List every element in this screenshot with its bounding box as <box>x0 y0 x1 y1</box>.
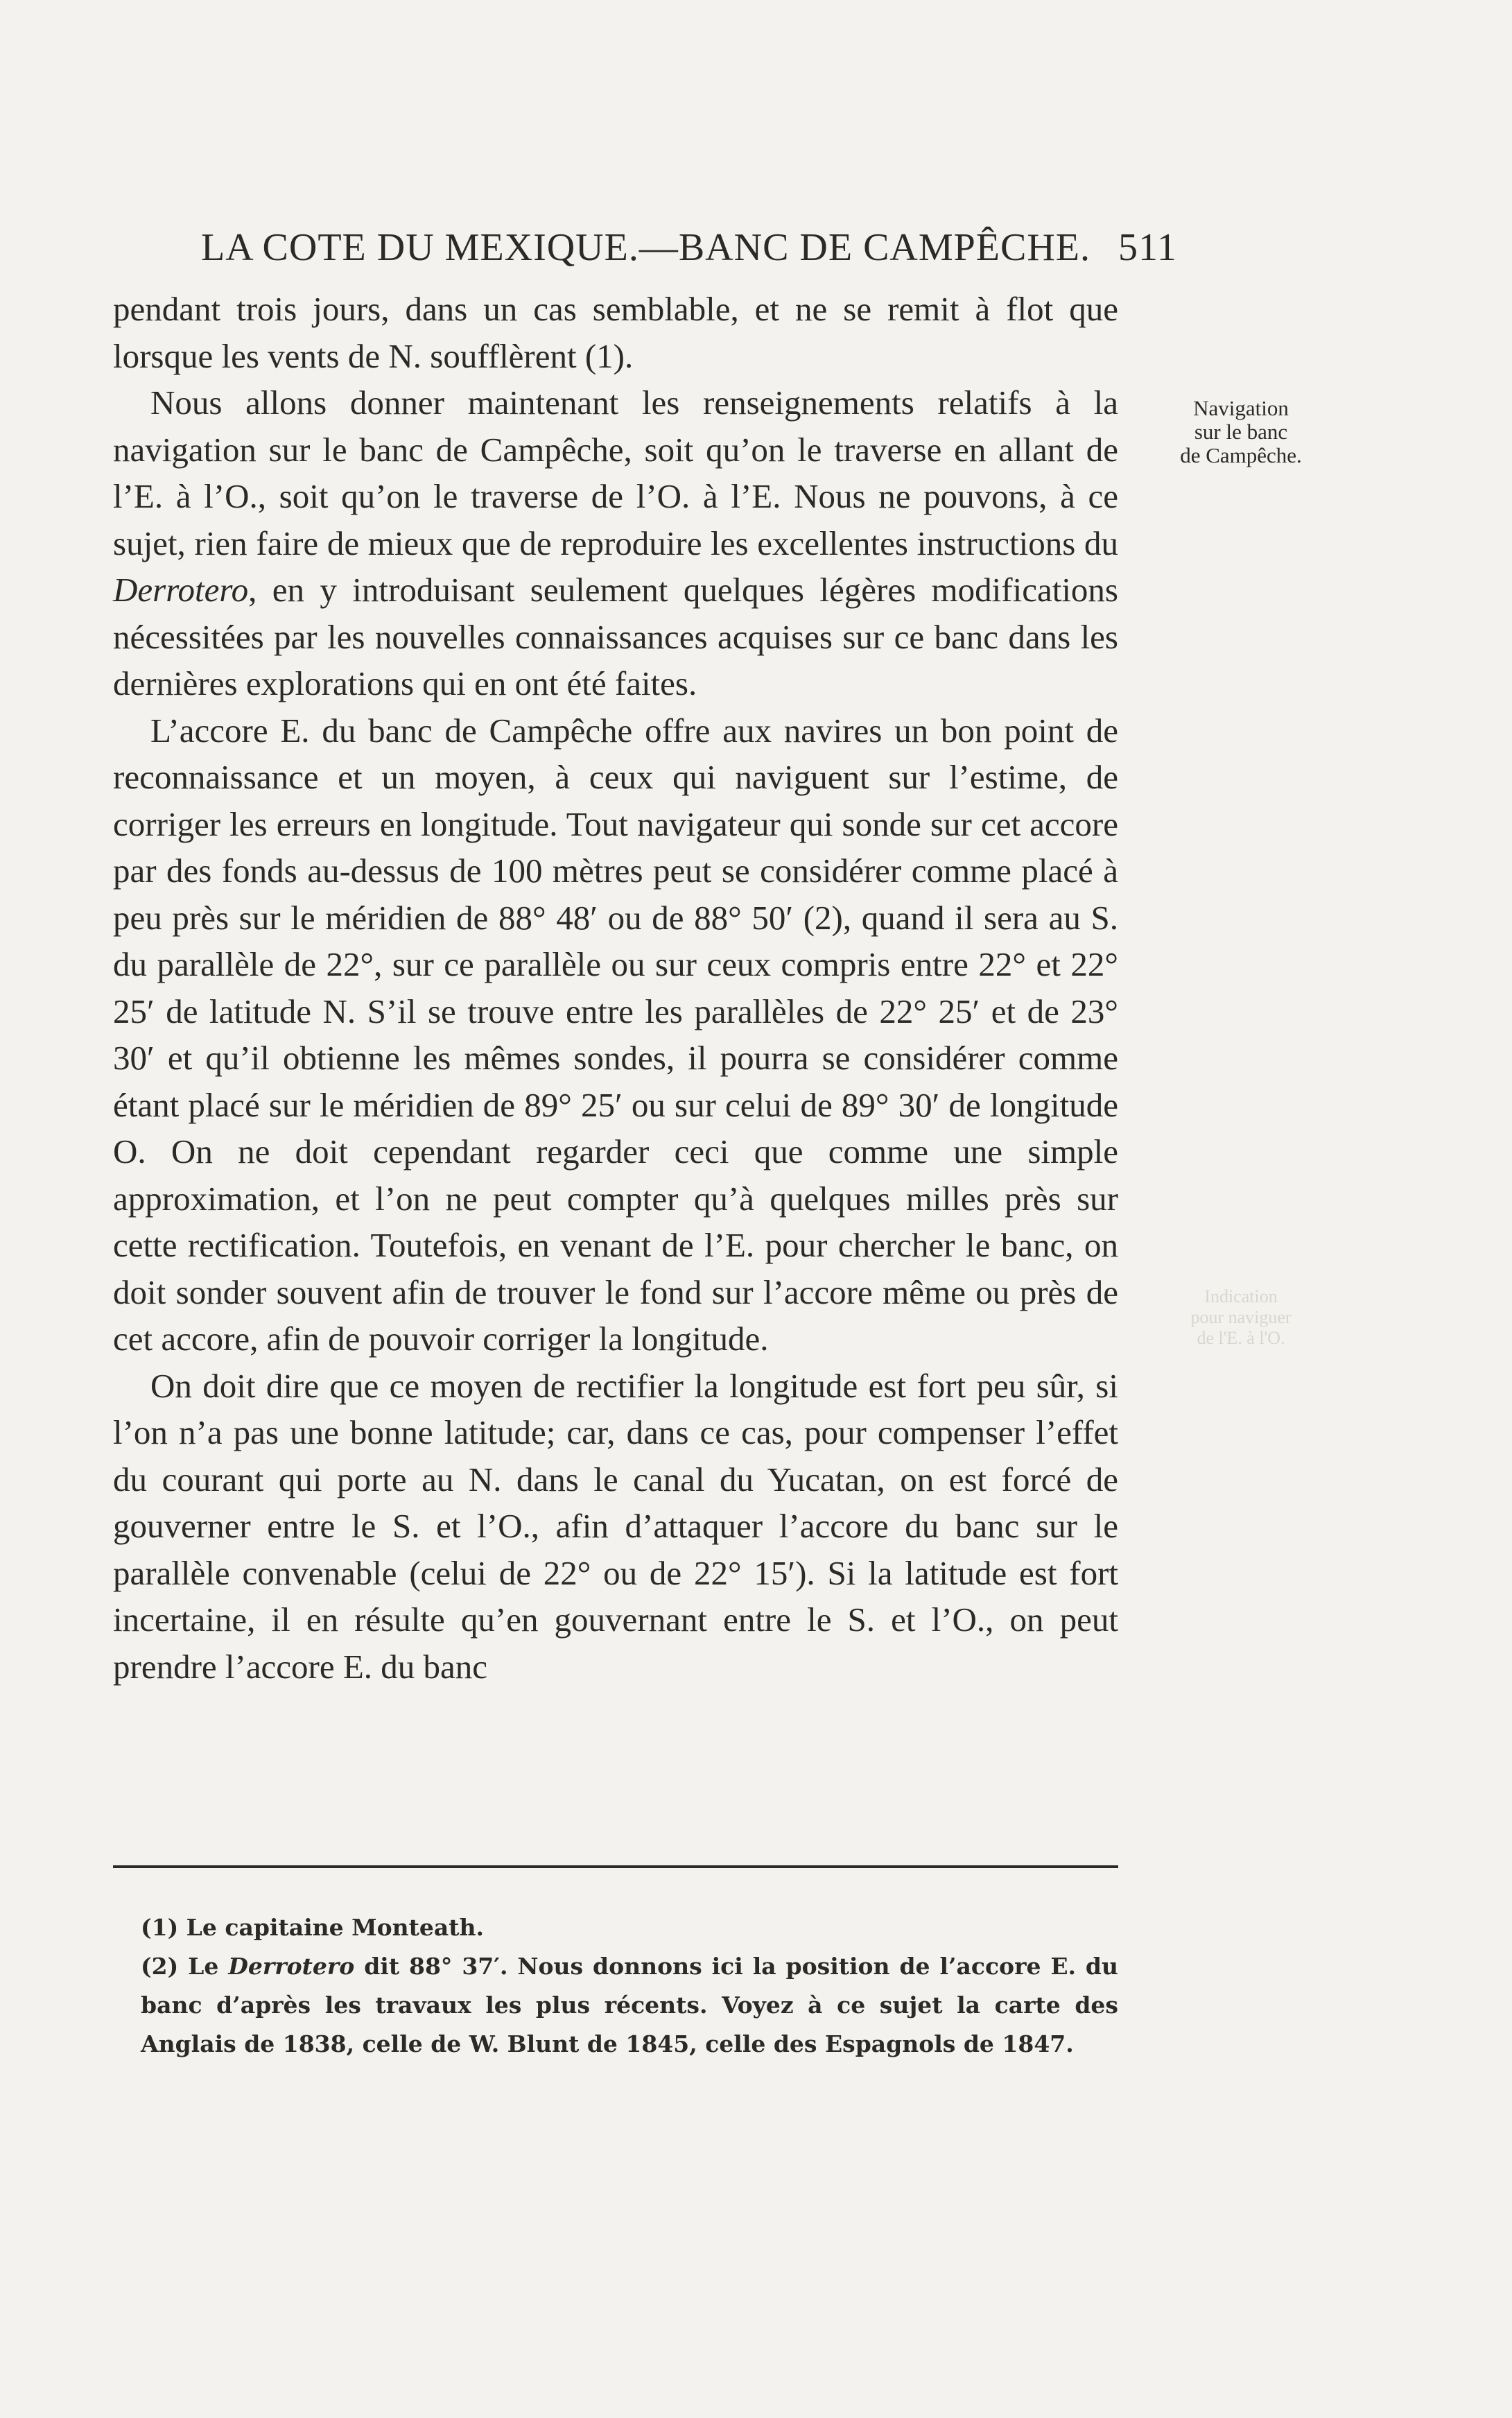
paragraph-text: Nous allons donner maintenant les renseignements relatifs à la navigation sur le banc de Campêche, soit qu’on le traverse en allant de l’E. à l’O., soit qu’on le traverse de l’O. à l’E. Nous ne pouvons, à ce sujet, rien faire de mieux que de reproduire les excellentes instructions du <box>113 383 1118 562</box>
main-text <box>113 286 1118 1690</box>
paragraph <box>113 379 1118 707</box>
paragraph: On doit dire que ce moyen de rectifier la longitude est fort peu sûr, si l’on n’a pas une bonne latitude; car, dans ce cas, pour compenser l’effet du courant qui porte au N. dans le canal du Yucatan, on est forcé de gouverner entre le S. et l’O., afin d’attaquer l’accore du banc sur le parallèle convenable (celui de 22° ou de 22° 15′). Si la latitude est fort incertaine, il en résulte qu’en gouvernant entre le S. et l’O., on peut prendre l’accore E. du banc <box>113 1366 1118 1686</box>
running-header <box>201 223 1177 272</box>
paragraph-text: , en y introduisant seulement quelques légères modifications nécessitées par les nouvelles connaissances acquises sur ce banc dans les dernières explorations qui en ont été faites. <box>113 571 1118 702</box>
running-title: LA COTE DU MEXIQUE.—BANC DE CAMPÊCHE. <box>201 226 1090 269</box>
book-title: Derrotero <box>228 1953 355 1980</box>
book-title: Derrotero <box>113 571 249 609</box>
footnote-text: dit 88° 37′. Nous donnons ici la position de l’accore E. du banc d’après les travaux les plus récents. Voyez à ce sujet la carte des Anglais de 1838, celle de W. Blunt de 1845, celle des Espagnols de 1847. <box>141 1953 1119 2057</box>
footnote <box>113 1947 1118 2064</box>
page-number: 511 <box>1118 226 1177 269</box>
margin-note <box>1151 397 1331 467</box>
footnote-rule <box>113 1865 1118 1868</box>
bleed-through-note: Indication pour naviguer de l'E. à l'O. <box>1190 1286 1292 1348</box>
footnote: (1) Le capitaine Monteath. <box>141 1914 484 1941</box>
margin-note-line: de Campêche. <box>1180 443 1302 467</box>
footnotes <box>113 1908 1118 2064</box>
footnote-text: (2) Le <box>141 1953 229 1980</box>
margin-note-line: Navigation <box>1193 396 1289 420</box>
margin-note-line: sur le banc <box>1194 420 1288 444</box>
paragraph: L’accore E. du banc de Campêche offre aux navires un bon point de reconnaissance et un moyen, à ceux qui naviguent sur l’estime, de corriger les erreurs en longitude. Tout navigateur qui sonde sur cet accore par des fonds au-dessus de 100 mètres peut se considérer comme placé à peu près sur le méridien de 88° 48′ ou de 88° 50′ (2), quand il sera au S. du parallèle de 22°, sur ce parallèle ou sur ceux compris entre 22° et 22° 25′ de latitude N. S’il se trouve entre les parallèles de 22° 25′ et de 23° 30′ et qu’il obtienne les mêmes sondes, il pourra se considérer comme étant placé sur le méridien de 89° 25′ ou sur celui de 89° 30′ de longitude O. On ne doit cependant regarder ceci que comme une simple approximation, et l’on ne peut compter qu’à quelques milles près sur cette rectification. Toutefois, en venant de l’E. pour chercher le banc, on doit sonder souvent afin de trouver le fond sur l’accore même ou près de cet accore, afin de pouvoir corriger la longitude. <box>113 711 1118 1358</box>
paragraph: pendant trois jours, dans un cas semblable, et ne se remit à flot que lorsque les vents de N. soufflèrent (1). <box>113 290 1118 375</box>
